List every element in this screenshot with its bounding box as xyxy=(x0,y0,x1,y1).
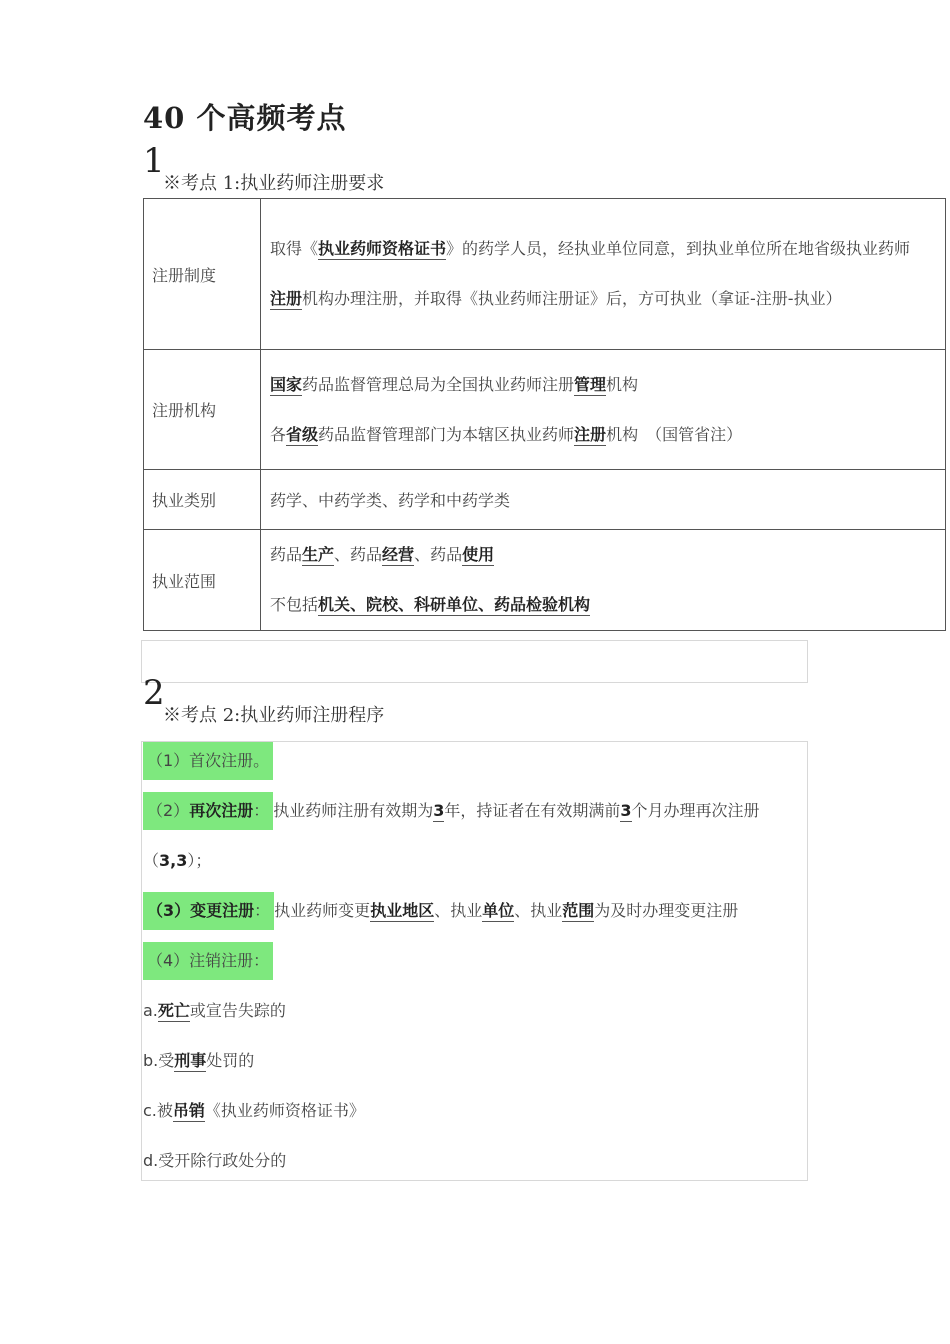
list-item: c.被吊销《执业药师资格证书》 xyxy=(143,1101,365,1120)
list-item: （1）首次注册。 xyxy=(143,742,760,792)
table-row xyxy=(144,350,946,470)
registration-requirements-table xyxy=(143,198,946,631)
section-1-heading: ※考点 1:执业药师注册要求 xyxy=(163,173,385,194)
row-label: 执业类别 xyxy=(144,470,261,530)
row-value: 国家药品监督管理总局为全国执业药师注册管理机构 各省级药品监督管理部门为本辖区执业药师注册机构 （国管省注） xyxy=(261,350,946,470)
list-item: （3）变更注册： 执业药师变更执业地区、执业单位、执业范围为及时办理变更注册 xyxy=(143,892,760,942)
list-item: b.受刑事处罚的 xyxy=(143,1051,255,1070)
row-value: 取得《执业药师资格证书》的药学人员，经执业单位同意，到执业单位所在地省级执业药师 注册机构办理注册，并取得《执业药师注册证》后，方可执业（拿证-注册-执业） xyxy=(261,199,946,350)
row-label: 执业范围 xyxy=(144,530,261,631)
row-label: 注册机构 xyxy=(144,350,261,470)
list-item: d.受开除行政处分的 xyxy=(143,1151,287,1170)
list-item: （4）注销注册： xyxy=(143,942,760,992)
row-value: 药学、中药学类、药学和中药学类 xyxy=(261,470,946,530)
row-label: 注册制度 xyxy=(144,199,261,350)
section-2-number: 2 xyxy=(143,673,165,713)
table-row xyxy=(144,199,946,350)
table-row xyxy=(144,470,946,530)
list-item: a.死亡或宣告失踪的 xyxy=(143,1001,286,1020)
page-title: 40 个高频考点 xyxy=(143,101,347,135)
row-value: 药品生产、药品经营、药品使用 不包括机关、院校、科研单位、药品检验机构 xyxy=(261,530,946,631)
section-1-number: 1 xyxy=(143,141,165,181)
empty-box xyxy=(141,640,808,683)
section-2-heading: ※考点 2:执业药师注册程序 xyxy=(163,705,385,726)
table-row xyxy=(144,530,946,631)
list-item: （2）再次注册： 执业药师注册有效期为3年，持证者在有效期满前3个月办理再次注册 xyxy=(143,792,760,842)
list-item: （3,3）； xyxy=(143,851,212,870)
procedure-list xyxy=(143,742,760,1192)
